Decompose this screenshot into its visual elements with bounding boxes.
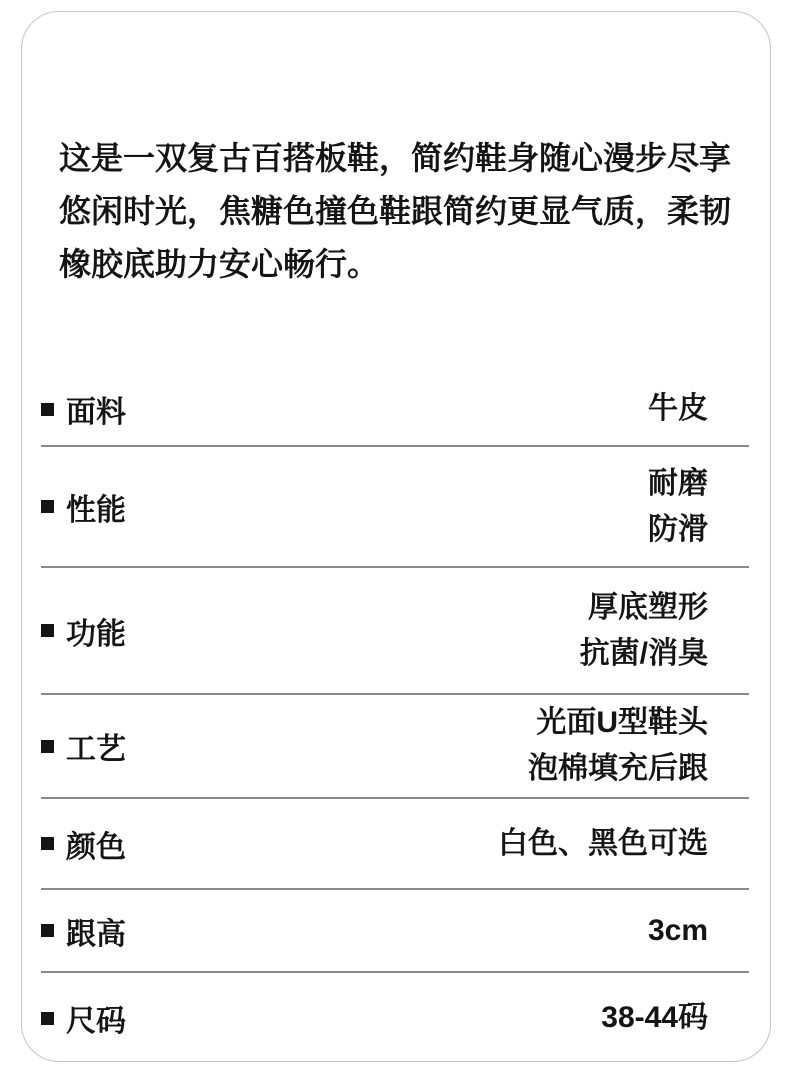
spec-values (648, 908, 708, 954)
spec-label-group (41, 996, 126, 1040)
spec-value: 3cm (647, 913, 708, 947)
spec-values (648, 386, 708, 432)
spec-label: 面料 (66, 396, 126, 429)
spec-values (528, 700, 708, 792)
spec-value: 抗菌/消臭 (579, 636, 708, 670)
description-line: 悠闲时光，焦糖色撞色鞋跟简约更显气质，柔韧 (59, 193, 732, 229)
spec-row-size (41, 973, 749, 1063)
square-bullet-icon (41, 624, 54, 637)
spec-values (601, 995, 708, 1041)
spec-label: 尺码 (66, 1005, 126, 1038)
spec-table (41, 373, 749, 1063)
square-bullet-icon (41, 924, 54, 937)
spec-label-group (41, 609, 126, 653)
spec-label-group (41, 909, 126, 953)
spec-row-material (41, 373, 749, 447)
square-bullet-icon (41, 740, 54, 753)
square-bullet-icon (41, 1012, 54, 1025)
spec-label: 颜色 (66, 830, 126, 864)
spec-value: 牛皮 (648, 392, 708, 425)
product-description (59, 132, 749, 291)
description-line: 这是一双复古百搭板鞋，简约鞋身随心漫步尽享 (59, 140, 732, 176)
spec-value: 38-44码 (601, 1001, 708, 1034)
square-bullet-icon (41, 500, 54, 513)
spec-values (648, 461, 708, 553)
spec-label-group (41, 387, 126, 431)
spec-value: 白色、黑色可选 (498, 826, 708, 860)
spec-value: 光面U型鞋头 (536, 706, 708, 739)
spec-label: 跟高 (66, 917, 126, 951)
spec-row-heel-height (41, 890, 749, 973)
spec-row-color (41, 799, 749, 890)
spec-row-craft (41, 695, 749, 799)
spec-label-group (41, 485, 126, 529)
spec-label-group (41, 822, 126, 866)
spec-label: 功能 (66, 617, 126, 651)
spec-values (498, 821, 708, 867)
spec-value: 防滑 (648, 512, 708, 546)
spec-row-function (41, 568, 749, 695)
spec-label: 性能 (66, 493, 126, 527)
product-detail-card (21, 11, 771, 1062)
spec-row-performance (41, 447, 749, 568)
spec-value: 泡棉填充后跟 (528, 752, 708, 785)
spec-values (580, 585, 708, 677)
spec-label-group (41, 724, 126, 768)
spec-value: 厚底塑形 (588, 590, 708, 624)
square-bullet-icon (41, 837, 54, 850)
description-line: 橡胶底助力安心畅行。 (59, 246, 380, 282)
square-bullet-icon (41, 403, 54, 416)
spec-value: 耐磨 (648, 466, 708, 500)
spec-label: 工艺 (66, 733, 126, 766)
